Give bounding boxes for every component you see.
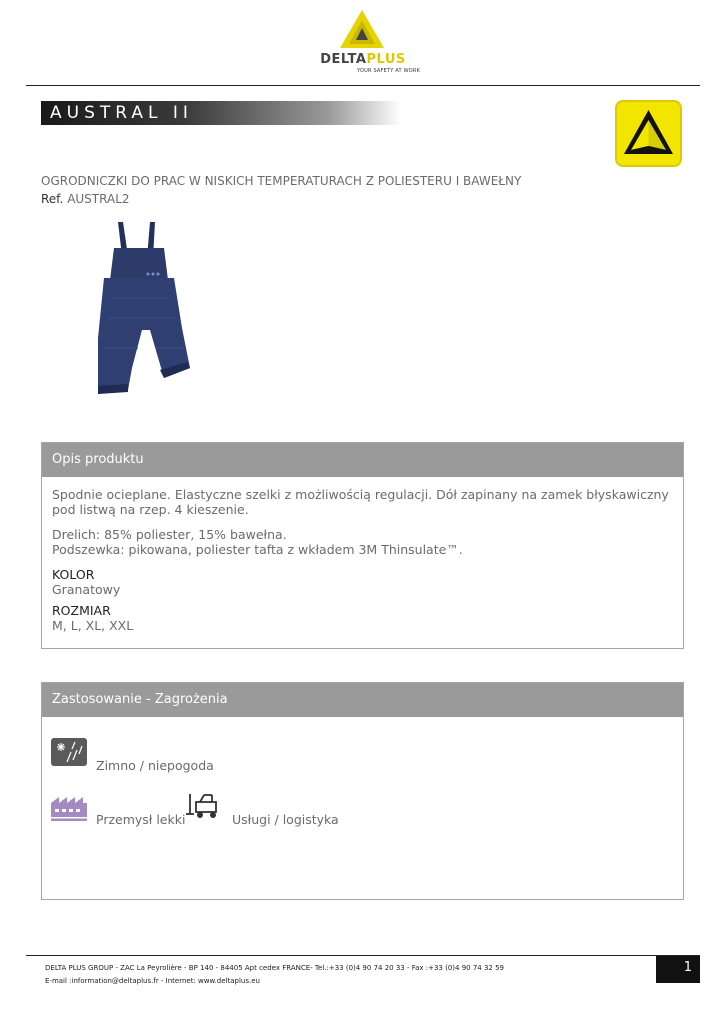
header-divider [26, 85, 700, 86]
product-subtitle: OGRODNICZKI DO PRAC W NISKICH TEMPERATURACH Z POLIESTERU I BAWEŁNY [41, 174, 522, 188]
delta-symbol-icon [617, 102, 680, 165]
product-title: AUSTRAL II [50, 103, 193, 123]
page-number: 1 [656, 956, 700, 983]
size-label: ROZMIAR [52, 603, 111, 618]
footer-contact: E-mail :information@deltaplus.fr - Internet: www.deltaplus.eu [45, 977, 260, 985]
logo-tagline: YOUR SAFETY AT WORK [357, 68, 420, 74]
ref-value: AUSTRAL2 [67, 192, 130, 206]
color-label: KOLOR [52, 567, 95, 582]
application-logistics: Usługi / logistyka [232, 812, 339, 827]
material-line-2: Podszewka: pikowana, poliester tafta z wkładem 3M Thinsulate™. [52, 542, 463, 557]
applications-heading: Zastosowanie - Zagrożenia [42, 683, 683, 717]
material-line-1: Drelich: 85% poliester, 15% bawełna. [52, 527, 287, 542]
product-description-panel [41, 442, 684, 649]
material-text [52, 527, 673, 557]
description-text: Spodnie ocieplane. Elastyczne szelki z możliwością regulacji. Dół zapinany na zamek błyskawiczny pod listwą na rzep. 4 kieszenie. [52, 487, 669, 517]
application-cold: Zimno / niepogoda [96, 758, 214, 773]
forklift-icon [186, 792, 224, 820]
description-heading: Opis produktu [42, 443, 683, 477]
size-value: M, L, XL, XXL [52, 618, 134, 633]
footer-address: DELTA PLUS GROUP - ZAC La Peyrolière - BP 140 - 84405 Apt cedex FRANCE- Tel.:+33 (0)4 90 74 20 33 - Fax :+33 (0)4 90 74 32 59 [45, 964, 505, 972]
application-light-industry: Przemysł lekki [96, 812, 186, 827]
category-badge [615, 100, 682, 167]
ref-label: Ref. [41, 192, 64, 206]
factory-icon [51, 795, 87, 821]
color-value: Granatowy [52, 582, 121, 597]
delta-triangle-icon [340, 10, 384, 50]
cold-weather-icon [51, 738, 87, 766]
logo-wordmark: DELTAPLUS [320, 52, 406, 67]
applications-panel [41, 682, 684, 900]
deltaplus-logo [300, 10, 425, 74]
title-banner [41, 101, 401, 125]
product-reference [41, 192, 130, 206]
product-image [52, 218, 224, 396]
footer-divider [26, 955, 700, 956]
